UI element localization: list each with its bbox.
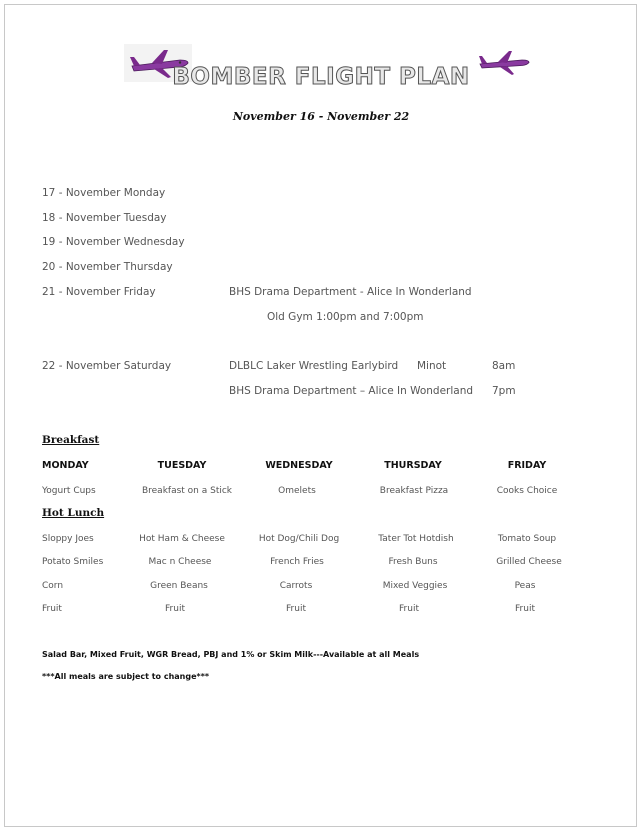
breakfast-item: Cooks Choice <box>496 486 558 496</box>
breakfast-item: Omelets <box>278 486 316 496</box>
schedule-day: 20 - November Thursday <box>42 261 173 273</box>
schedule-day: 19 - November Wednesday <box>42 236 185 248</box>
lunch-item: Potato Smiles <box>42 557 104 567</box>
breakfast-heading: Breakfast <box>42 434 100 446</box>
lunch-item: Fruit <box>286 604 306 614</box>
lunch-item: Corn <box>42 581 64 591</box>
day-header: THURSDAY <box>384 460 442 471</box>
hot-lunch-heading: Hot Lunch <box>42 507 105 519</box>
lunch-item: Fruit <box>165 604 185 614</box>
lunch-item: Sloppy Joes <box>42 534 94 544</box>
day-header: WEDNESDAY <box>265 460 333 471</box>
lunch-item: Tater Tot Hotdish <box>378 534 454 544</box>
schedule-day: 17 - November Monday <box>42 187 166 199</box>
lunch-item: Fruit <box>399 604 419 614</box>
lunch-item: Carrots <box>279 581 313 591</box>
lunch-item: Grilled Cheese <box>496 557 562 567</box>
schedule-time: 8am <box>492 360 516 372</box>
breakfast-item: Breakfast on a Stick <box>141 486 233 496</box>
date-range: November 16 - November 22 <box>232 110 410 123</box>
schedule-event: DLBLC Laker Wrestling Earlybird <box>229 360 399 372</box>
schedule-day: 18 - November Tuesday <box>42 212 167 224</box>
schedule-place: Minot <box>417 360 447 372</box>
lunch-item: Peas <box>514 581 536 591</box>
lunch-item: Hot Dog/Chili Dog <box>258 534 340 544</box>
schedule-event: BHS Drama Department – Alice In Wonderland <box>229 385 474 397</box>
lunch-item: Mixed Veggies <box>382 581 448 591</box>
lunch-item: French Fries <box>270 557 324 567</box>
document-page <box>4 4 637 827</box>
change-note: ***All meals are subject to change*** <box>42 672 210 681</box>
lunch-item: Fruit <box>42 604 62 614</box>
availability-note: Salad Bar, Mixed Fruit, WGR Bread, PBJ and 1% or Skim Milk---Available at all Meals <box>42 650 420 659</box>
lunch-item: Fresh Buns <box>388 557 438 567</box>
breakfast-item: Yogurt Cups <box>42 486 96 496</box>
lunch-item: Mac n Cheese <box>148 557 212 567</box>
day-header: FRIDAY <box>507 460 547 471</box>
lunch-item: Fruit <box>515 604 535 614</box>
schedule-event-detail: Old Gym 1:00pm and 7:00pm <box>267 311 424 323</box>
schedule-day: 21 - November Friday <box>42 286 156 298</box>
schedule-event: BHS Drama Department - Alice In Wonderland <box>229 286 472 298</box>
breakfast-item: Breakfast Pizza <box>379 486 449 496</box>
lunch-item: Green Beans <box>150 581 208 591</box>
schedule-day: 22 - November Saturday <box>42 360 172 372</box>
day-header: TUESDAY <box>157 460 207 471</box>
day-header: MONDAY <box>42 460 89 471</box>
schedule-time: 7pm <box>492 385 516 397</box>
lunch-item: Tomato Soup <box>497 534 557 544</box>
page-title: BOMBER FLIGHT PLAN <box>172 64 470 90</box>
lunch-item: Hot Ham & Cheese <box>139 534 225 544</box>
